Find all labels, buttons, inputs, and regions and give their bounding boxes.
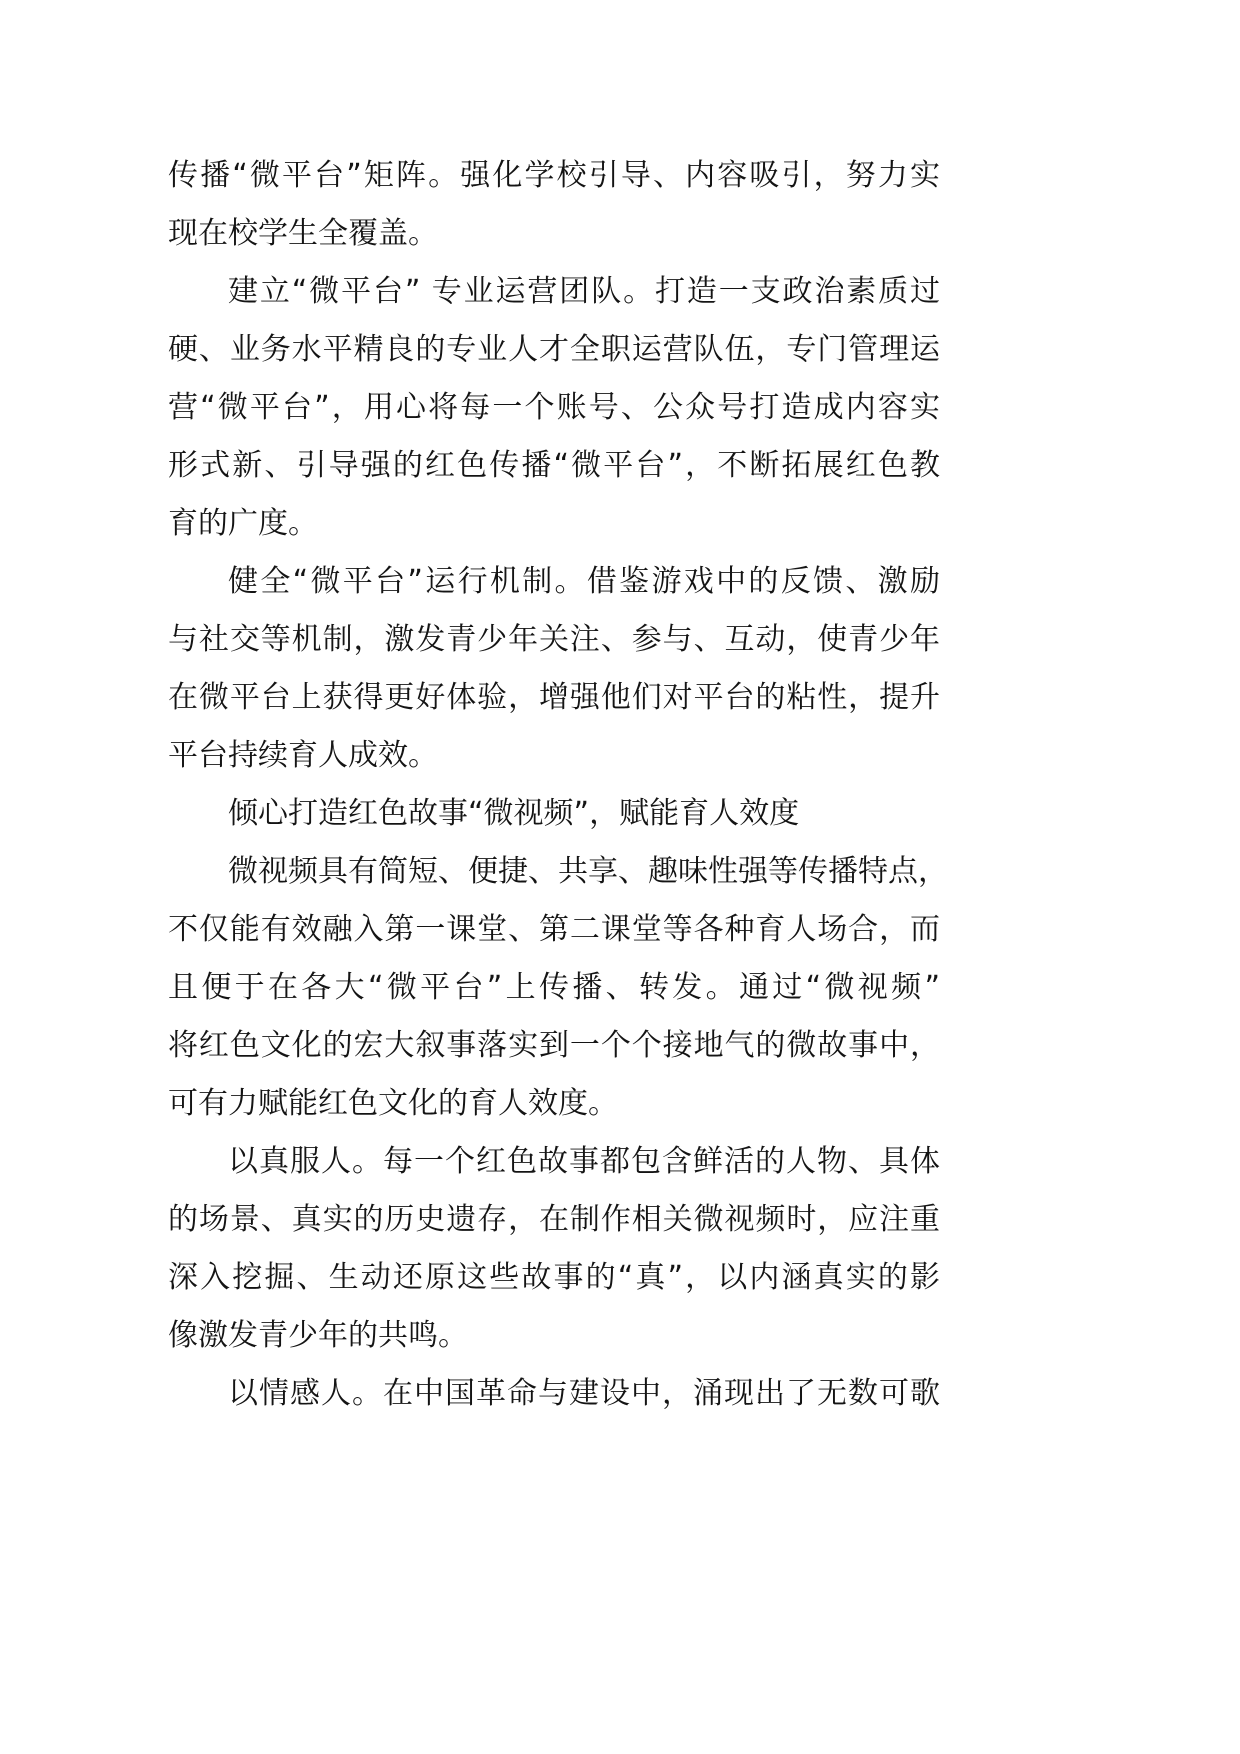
text-line: 可有力赋能红色文化的育人效度。 <box>168 1086 618 1121</box>
text-line: 不仅能有效融入第一课堂、第二课堂等各种育人场合，而 <box>168 912 940 947</box>
text-line: 与社交等机制，激发青少年关注、参与、互动，使青少年 <box>168 622 940 657</box>
text-line: 的场景、真实的历史遗存，在制作相关微视频时，应注重 <box>168 1202 940 1237</box>
text-line: 倾心打造红色故事“微视频”，赋能育人效度 <box>228 796 800 831</box>
text-line: 将红色文化的宏大叙事落实到一个个接地气的微故事中， <box>168 1028 940 1063</box>
text-line: 硬、业务水平精良的专业人才全职运营队伍，专门管理运 <box>168 332 940 367</box>
text-line: 平台持续育人成效。 <box>168 738 438 773</box>
text-line: 深入挖掘、生动还原这些故事的“真”，以内涵真实的影 <box>168 1260 940 1295</box>
text-line: 形式新、引导强的红色传播“微平台”，不断拓展红色教 <box>168 448 940 483</box>
text-line: 健全“微平台”运行机制。借鉴游戏中的反馈、激励 <box>228 564 940 599</box>
paragraph <box>168 147 940 263</box>
text-line: 像激发青少年的共鸣。 <box>168 1318 468 1353</box>
paragraph <box>168 263 940 553</box>
document-page <box>168 147 948 1423</box>
text-line: 以真服人。每一个红色故事都包含鲜活的人物、具体 <box>228 1144 940 1179</box>
text-line: 育的广度。 <box>168 506 318 541</box>
paragraph <box>168 1365 940 1423</box>
text-line: 在微平台上获得更好体验，增强他们对平台的粘性，提升 <box>168 680 940 715</box>
paragraph <box>168 1133 940 1365</box>
text-line: 现在校学生全覆盖。 <box>168 216 438 251</box>
text-line: 营“微平台”，用心将每一个账号、公众号打造成内容实 <box>168 390 940 425</box>
paragraph <box>168 553 940 785</box>
text-line: 建立“微平台” 专业运营团队。打造一支政治素质过 <box>228 274 940 309</box>
section-heading <box>168 785 940 843</box>
text-line: 且便于在各大“微平台”上传播、转发。通过“微视频” <box>168 970 940 1005</box>
text-line: 微视频具有简短、便捷、共享、趣味性强等传播特点， <box>228 854 948 889</box>
text-line: 传播“微平台”矩阵。强化学校引导、内容吸引，努力实 <box>168 158 940 193</box>
paragraph <box>168 843 948 1133</box>
text-line: 以情感人。在中国革命与建设中，涌现出了无数可歌 <box>228 1376 940 1411</box>
